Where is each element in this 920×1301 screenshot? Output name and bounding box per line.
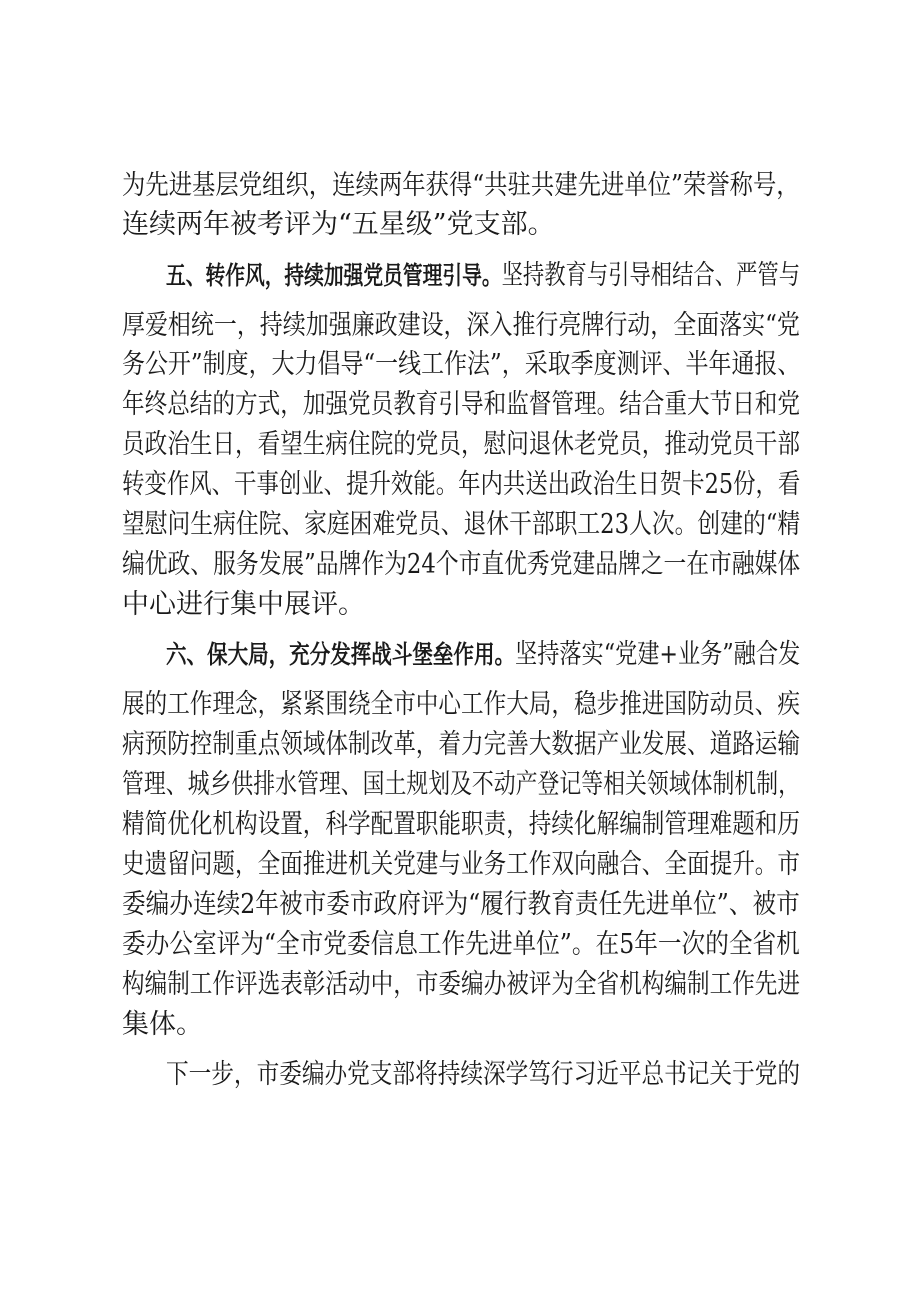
- paragraph-text: 坚持教育与引导相结合、严管与: [501, 260, 801, 291]
- paragraph-line: 厚爱相统一，持续加强廉政建设，深入推行亮牌行动，全面落实“党: [122, 310, 800, 341]
- paragraph-line: 管理、城乡供排水管理、国土规划及不动产登记等相关领域体制机制，: [122, 769, 800, 800]
- section-five-first-line: [166, 256, 800, 296]
- paragraph-line: 委办公室评为“全市党委信息工作先进单位”。在5年一次的全省机: [122, 929, 800, 960]
- paragraph-line: 精简优化机构设置，科学配置职能职责，持续化解编制管理难题和历: [122, 809, 800, 840]
- section-heading: 六、保大局，充分发挥战斗堡垒作用。: [166, 640, 516, 669]
- paragraph-line: 转变作风、干事创业、提升效能。年内共送出政治生日贺卡25份，看: [122, 469, 801, 500]
- paragraph-line: 构编制工作评选表彰活动中，市委编办被评为全省机构编制工作先进: [122, 969, 800, 1000]
- paragraph-line: 集体。: [122, 1009, 203, 1040]
- paragraph-line: 史遗留问题，全面推进机关党建与业务工作双向融合、全面提升。市: [122, 849, 800, 880]
- paragraph-line: 下一步，市委编办党支部将持续深学笃行习近平总书记关于党的: [166, 1059, 800, 1090]
- paragraph-line: 望慰问生病住院、家庭困难党员、退休干部职工23人次。创建的“精: [122, 509, 801, 540]
- paragraph-line: 员政治生日，看望生病住院的党员，慰问退休老党员，推动党员干部: [122, 429, 800, 460]
- paragraph-line: 委编办连续2年被市委市政府评为“履行教育责任先进单位”、被市: [122, 889, 800, 920]
- section-six-first-line: [166, 635, 800, 675]
- paragraph-line: 展的工作理念，紧紧围绕全市中心工作大局，稳步推进国防动员、疾: [122, 689, 800, 720]
- paragraph-line: 编优政、服务发展”品牌作为24个市直优秀党建品牌之一在市融媒体: [122, 549, 801, 580]
- paragraph-line: 病预防控制重点领域体制改革，着力完善大数据产业发展、道路运输: [122, 729, 800, 760]
- section-heading: 五、转作风，持续加强党员管理引导。: [166, 261, 502, 290]
- paragraph-line: 务公开”制度，大力倡导“一线工作法”，采取季度测评、半年通报、: [122, 349, 801, 380]
- paragraph-line: 中心进行集中展评。: [122, 589, 365, 620]
- paragraph-text: 坚持落实“党建+业务”融合发: [515, 639, 801, 670]
- paragraph-line: 为先进基层党组织，连续两年获得“共驻共建先进单位”荣誉称号，: [122, 170, 800, 201]
- paragraph-line: 年终总结的方式，加强党员教育引导和监督管理。结合重大节日和党: [122, 389, 800, 420]
- paragraph-line: 连续两年被考评为“五星级”党支部。: [122, 209, 555, 240]
